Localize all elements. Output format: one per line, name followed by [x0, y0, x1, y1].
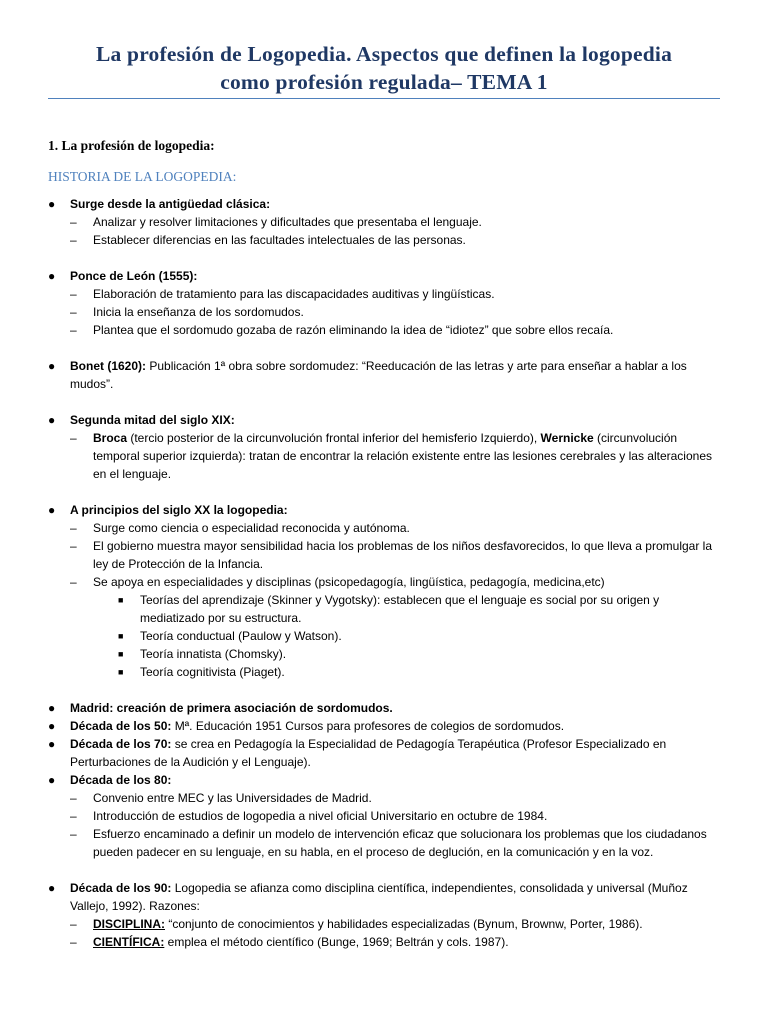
dash-icon: – — [70, 521, 77, 535]
list-item — [48, 915, 720, 933]
item-text: Inicia la enseñanza de los sordomudos. — [93, 305, 304, 319]
group-siglo-xx — [48, 501, 720, 681]
broca-name: Broca — [93, 431, 128, 445]
list-item — [48, 357, 720, 393]
list-item — [48, 501, 720, 519]
bullet-icon: ● — [48, 737, 56, 751]
square-bullet-icon: ■ — [118, 595, 124, 605]
title-line-1: La profesión de Logopedia. Aspectos que definen la logopedia — [95, 42, 673, 66]
item-text: Se apoya en especialidades y disciplinas (psicopedagogía, lingüística, pedagogía, medicina,etc) — [93, 575, 605, 589]
group-decadas — [48, 699, 720, 861]
dash-icon: – — [70, 935, 77, 949]
item-text: Logopedia se afianza como disciplina científica, independientes, consolidada y universal (Muñoz Vallejo, 1992). Razones: — [70, 881, 688, 913]
item-heading: Década de los 80: — [70, 773, 172, 787]
group-antiguedad — [48, 195, 720, 249]
item-text: creación de primera asociación de sordomudos. — [113, 701, 393, 715]
bullet-icon: ● — [48, 197, 56, 211]
list-item — [48, 933, 720, 951]
bullet-icon: ● — [48, 413, 56, 427]
item-text: Convenio entre MEC y las Universidades de Madrid. — [93, 791, 372, 805]
dash-icon: – — [70, 287, 77, 301]
item-text: Plantea que el sordomudo gozaba de razón eliminando la idea de “idiotez” que sobre ellos recaía. — [93, 323, 614, 337]
bullet-icon: ● — [48, 359, 56, 373]
list-item — [48, 519, 720, 537]
dash-icon: – — [70, 809, 77, 823]
item-text: “conjunto de conocimientos y habilidades especializadas (Bynum, Brownw, Porter, 1986). — [165, 917, 643, 931]
list-item — [48, 591, 720, 627]
item-text: Establecer diferencias en las facultades intelectuales de las personas. — [93, 233, 466, 247]
title-underline — [48, 98, 720, 99]
item-heading: A principios del siglo XX la logopedia: — [70, 503, 288, 517]
item-text: El gobierno muestra mayor sensibilidad hacia los problemas de los niños desfavorecidos, lo que lleva a promulgar la ley de Protección de la Infancia. — [93, 539, 713, 571]
item-heading: Ponce de León (1555): — [70, 269, 198, 283]
list-item — [48, 645, 720, 663]
dash-icon: – — [70, 305, 77, 319]
group-ponce-de-leon — [48, 267, 720, 339]
item-text: se crea en Pedagogía la Especialidad de Pedagogía Terapéutica (Profesor Especializado en Perturbaciones de la Audición y el Lenguaje). — [70, 737, 667, 769]
list-item — [48, 267, 720, 285]
bullet-icon: ● — [48, 701, 56, 715]
item-text: Teoría innatista (Chomsky). — [140, 647, 287, 661]
list-item — [48, 879, 720, 915]
list-item — [48, 429, 720, 483]
list-item — [48, 807, 720, 825]
dash-icon: – — [70, 917, 77, 931]
section-heading: 1. La profesión de logopedia: — [48, 138, 215, 153]
bullet-icon: ● — [48, 503, 56, 517]
item-text: Teorías del aprendizaje (Skinner y Vygotsky): establecen que el lenguaje es social por su origen y mediatizado por su estructura. — [140, 593, 660, 625]
item-heading: Década de los 50: — [70, 719, 172, 733]
item-heading: Década de los 90: — [70, 881, 172, 895]
list-item — [48, 789, 720, 807]
item-heading: Bonet (1620): — [70, 359, 147, 373]
list-item — [48, 537, 720, 573]
item-text: Publicación 1ª obra sobre sordomudez: “Reeducación de las letras y arte para enseñar a hablar a los mudos”. — [70, 359, 687, 391]
disciplina-label: DISCIPLINA: — [93, 917, 165, 931]
list-item — [48, 321, 720, 339]
bullet-icon: ● — [48, 773, 56, 787]
list-item — [48, 231, 720, 249]
square-bullet-icon: ■ — [118, 649, 124, 659]
square-bullet-icon: ■ — [118, 631, 124, 641]
list-item — [48, 213, 720, 231]
item-text: emplea el método científico (Bunge, 1969; Beltrán y cols. 1987). — [164, 935, 509, 949]
list-item — [48, 573, 720, 591]
item-heading: Década de los 70: — [70, 737, 172, 751]
item-text: (tercio posterior de la circunvolución frontal inferior del hemisferio Izquierdo), — [127, 431, 541, 445]
item-text: Mª. Educación 1951 Cursos para profesores de colegios de sordomudos. — [171, 719, 565, 733]
item-text: Esfuerzo encaminado a definir un modelo de intervención eficaz que solucionara los problemas que los ciudadanos pueden padecer en su lenguaje, en su habla, en el proceso de deglución, en la comunicación y en la voz. — [93, 827, 707, 859]
list-item — [48, 771, 720, 789]
dash-icon: – — [70, 431, 77, 445]
document-title — [48, 40, 720, 96]
list-item — [48, 195, 720, 213]
list-item — [48, 411, 720, 429]
wernicke-name: Wernicke — [540, 431, 594, 445]
dash-icon: – — [70, 791, 77, 805]
item-text: Analizar y resolver limitaciones y dificultades que presentaba el lenguaje. — [93, 215, 482, 229]
dash-icon: – — [70, 233, 77, 247]
dash-icon: – — [70, 827, 77, 841]
list-item — [48, 303, 720, 321]
title-line-2: como profesión regulada– TEMA 1 — [220, 70, 548, 94]
group-decada-90 — [48, 879, 720, 951]
item-heading: Surge desde la antigüedad clásica: — [70, 197, 271, 211]
group-siglo-xix — [48, 411, 720, 483]
item-text: Elaboración de tratamiento para las discapacidades auditivas y lingüísticas. — [93, 287, 495, 301]
dash-icon: – — [70, 575, 77, 589]
square-bullet-icon: ■ — [118, 667, 124, 677]
dash-icon: – — [70, 323, 77, 337]
list-item — [48, 285, 720, 303]
dash-icon: – — [70, 215, 77, 229]
bullet-icon: ● — [48, 269, 56, 283]
item-text: (circunvolución temporal superior izquierda): tratan de encontrar la relación existente entre las lesiones cerebrales y las alteraciones en el lenguaje. — [93, 431, 712, 481]
item-text: Teoría cognitivista (Piaget). — [140, 665, 285, 679]
list-item — [48, 699, 720, 717]
list-item — [48, 717, 720, 735]
list-item — [48, 825, 720, 861]
list-item — [48, 663, 720, 681]
subsection-heading: HISTORIA DE LA LOGOPEDIA: — [48, 169, 237, 184]
dash-icon: – — [70, 539, 77, 553]
item-text: Teoría conductual (Paulow y Watson). — [140, 629, 342, 643]
list-item — [48, 735, 720, 771]
list-item — [48, 627, 720, 645]
item-text: Surge como ciencia o especialidad reconocida y autónoma. — [93, 521, 410, 535]
group-bonet — [48, 357, 720, 393]
item-heading: Segunda mitad del siglo XIX: — [70, 413, 235, 427]
item-text: Introducción de estudios de logopedia a nivel oficial Universitario en octubre de 1984. — [93, 809, 548, 823]
item-heading: Madrid: — [70, 701, 114, 715]
bullet-icon: ● — [48, 719, 56, 733]
cientifica-label: CIENTÍFICA: — [93, 935, 165, 949]
bullet-icon: ● — [48, 881, 56, 895]
